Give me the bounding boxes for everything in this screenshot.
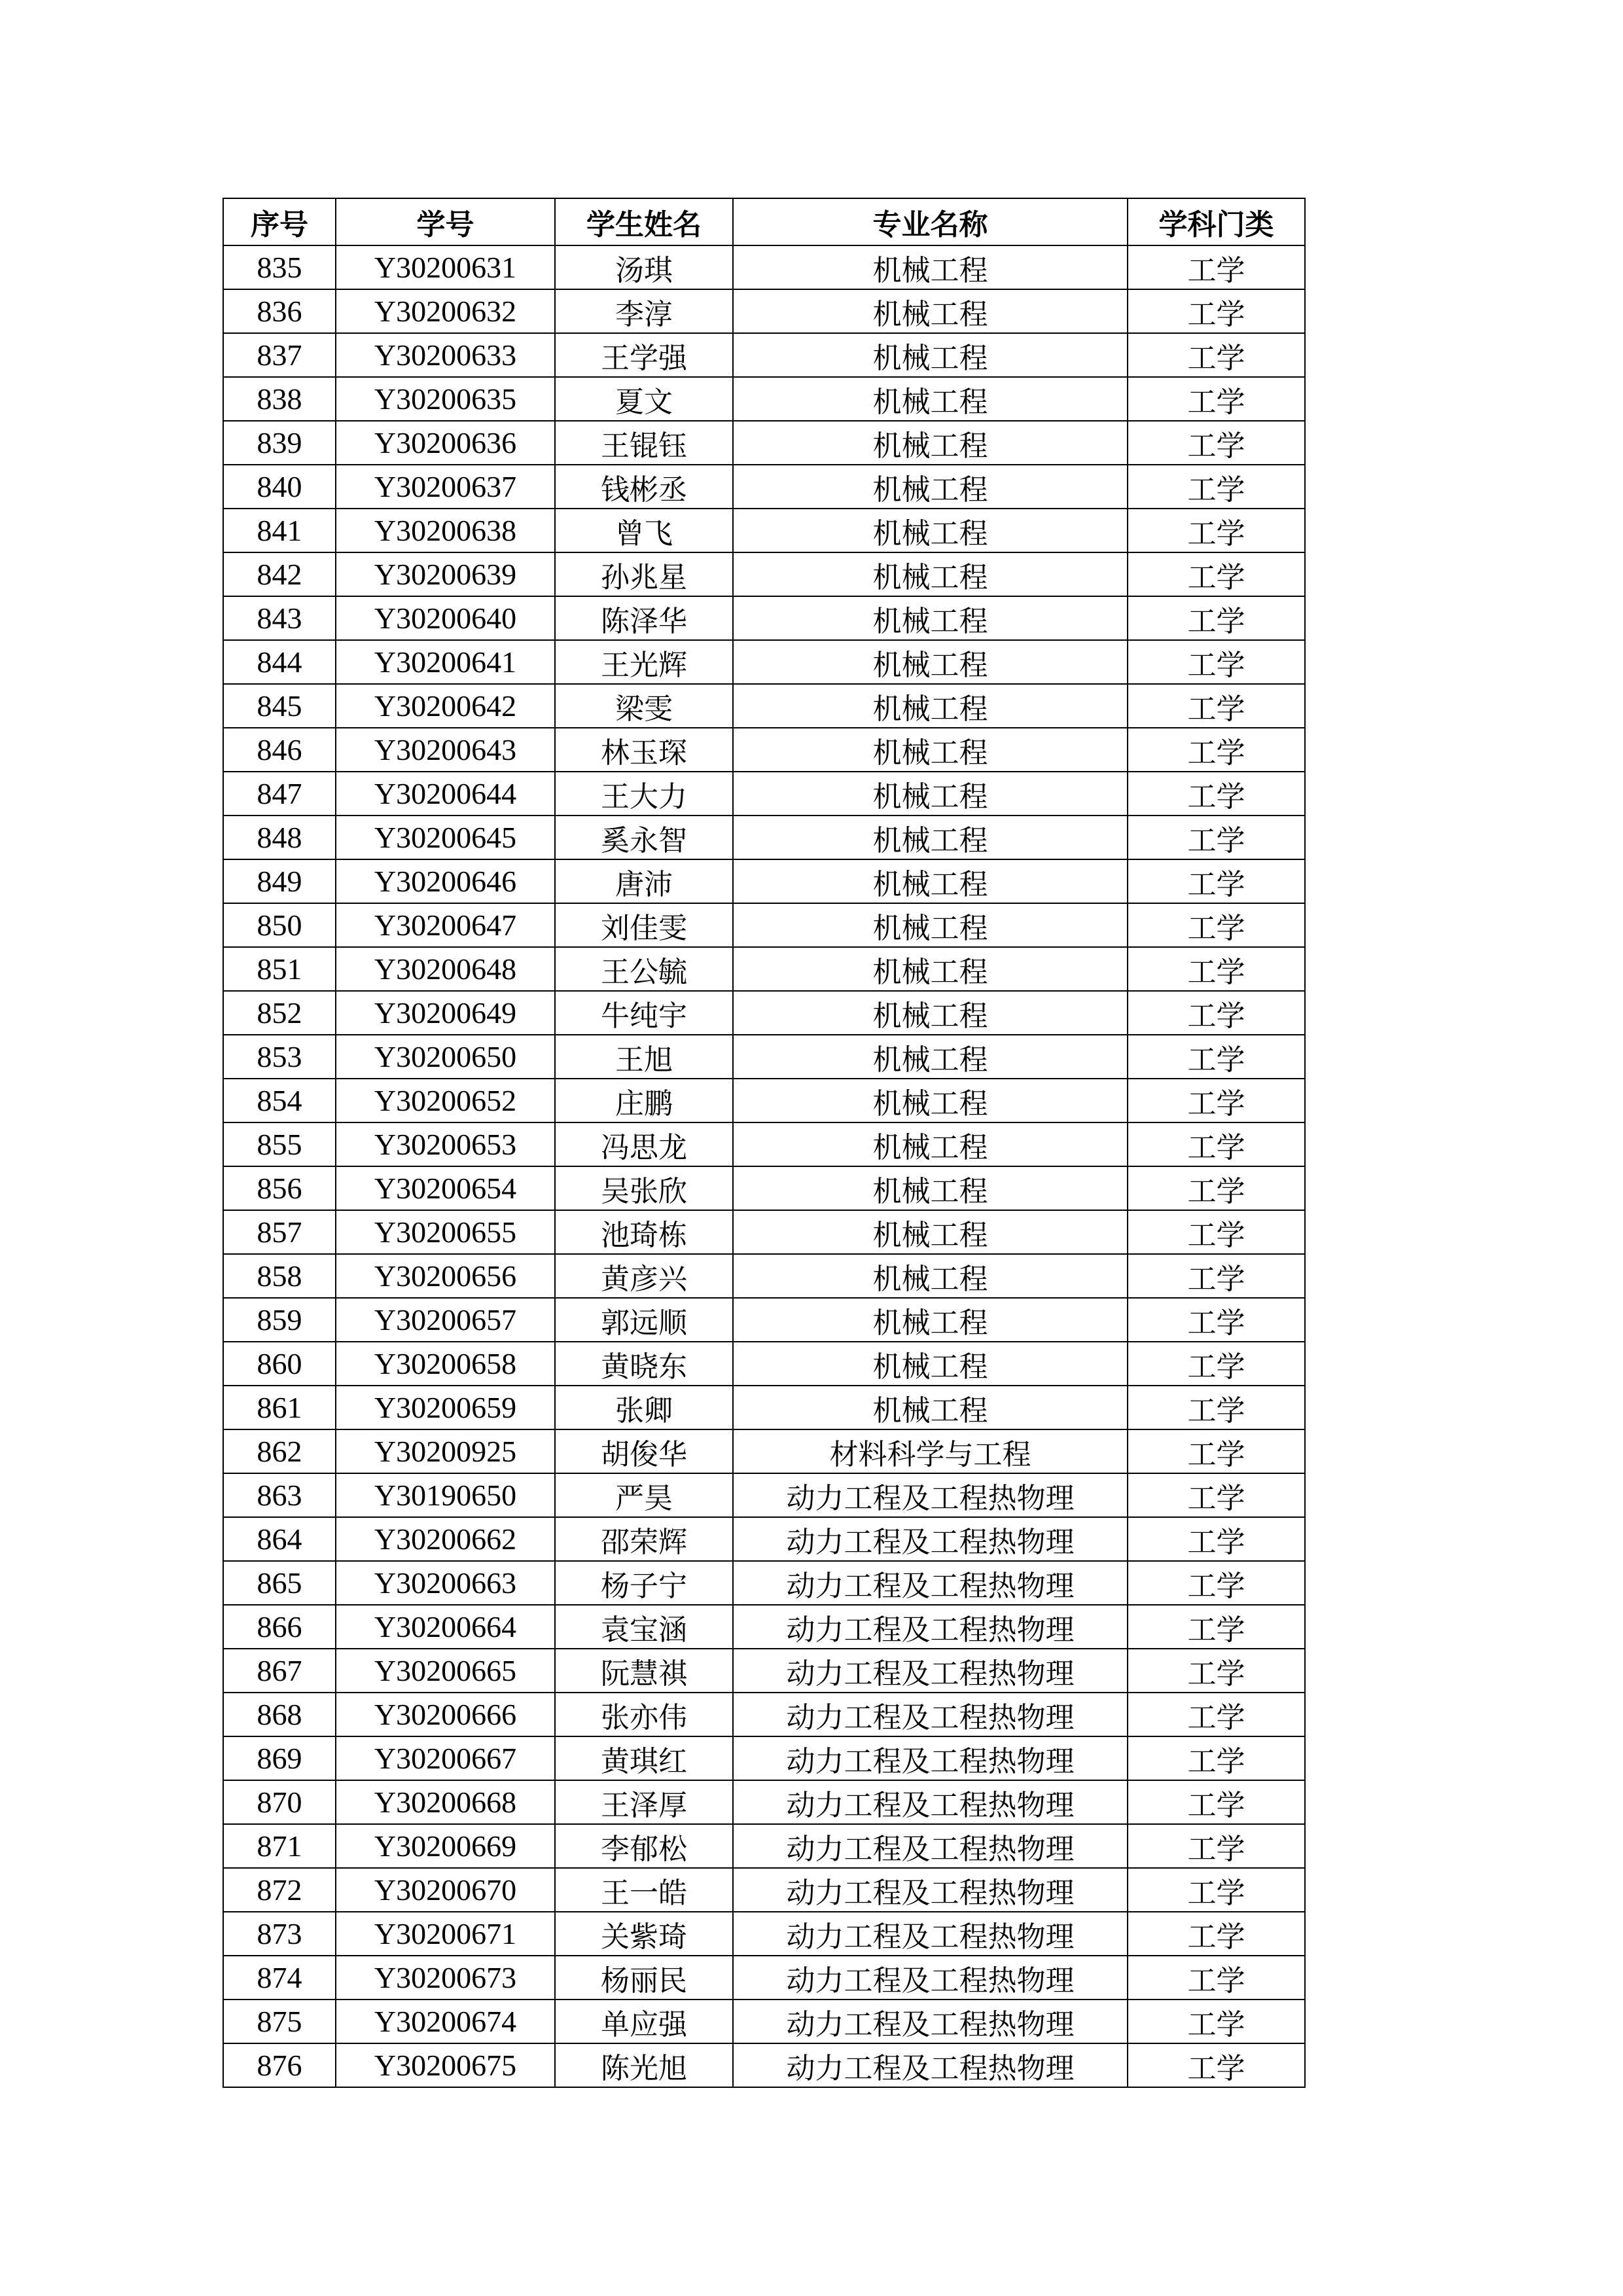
- cell-serial-number: 849: [223, 859, 336, 903]
- cell-major-name: 机械工程: [733, 903, 1128, 947]
- cell-student-name: 刘佳雯: [555, 903, 733, 947]
- cell-student-name: 孙兆星: [555, 552, 733, 596]
- cell-student-name: 钱彬丞: [555, 465, 733, 509]
- cell-major-name: 机械工程: [733, 991, 1128, 1035]
- cell-major-name: 机械工程: [733, 1166, 1128, 1210]
- cell-major-name: 机械工程: [733, 1254, 1128, 1298]
- cell-serial-number: 836: [223, 289, 336, 333]
- cell-student-id: Y30200664: [336, 1605, 555, 1649]
- cell-serial-number: 866: [223, 1605, 336, 1649]
- cell-discipline-category: 工学: [1128, 947, 1305, 991]
- table-row: [223, 859, 1305, 903]
- cell-student-name: 吴张欣: [555, 1166, 733, 1210]
- cell-discipline-category: 工学: [1128, 1605, 1305, 1649]
- cell-student-id: Y30190650: [336, 1473, 555, 1517]
- cell-discipline-category: 工学: [1128, 289, 1305, 333]
- cell-student-name: 邵荣辉: [555, 1517, 733, 1561]
- cell-student-name: 林玉琛: [555, 728, 733, 772]
- cell-discipline-category: 工学: [1128, 421, 1305, 465]
- cell-student-id: Y30200669: [336, 1824, 555, 1868]
- cell-student-name: 胡俊华: [555, 1429, 733, 1473]
- cell-serial-number: 871: [223, 1824, 336, 1868]
- table-row: [223, 552, 1305, 596]
- header-discipline-category: 学科门类: [1128, 198, 1305, 245]
- cell-major-name: 动力工程及工程热物理: [733, 1605, 1128, 1649]
- cell-student-id: Y30200666: [336, 1693, 555, 1736]
- cell-serial-number: 876: [223, 2043, 336, 2087]
- cell-discipline-category: 工学: [1128, 640, 1305, 684]
- cell-discipline-category: 工学: [1128, 245, 1305, 289]
- cell-student-name: 阮慧祺: [555, 1649, 733, 1693]
- cell-major-name: 动力工程及工程热物理: [733, 1693, 1128, 1736]
- cell-student-id: Y30200632: [336, 289, 555, 333]
- cell-discipline-category: 工学: [1128, 509, 1305, 552]
- table-row: [223, 377, 1305, 421]
- cell-serial-number: 872: [223, 1868, 336, 1912]
- cell-discipline-category: 工学: [1128, 1693, 1305, 1736]
- table-row: [223, 1605, 1305, 1649]
- cell-student-id: Y30200640: [336, 596, 555, 640]
- table-row: [223, 1429, 1305, 1473]
- table-row: [223, 1386, 1305, 1429]
- cell-student-name: 池琦栋: [555, 1210, 733, 1254]
- cell-student-id: Y30200663: [336, 1561, 555, 1605]
- cell-student-name: 王泽厚: [555, 1780, 733, 1824]
- table-row: [223, 1079, 1305, 1122]
- cell-discipline-category: 工学: [1128, 2043, 1305, 2087]
- cell-serial-number: 875: [223, 2000, 336, 2043]
- cell-serial-number: 853: [223, 1035, 336, 1079]
- cell-student-id: Y30200652: [336, 1079, 555, 1122]
- cell-student-id: Y30200645: [336, 816, 555, 859]
- cell-student-id: Y30200643: [336, 728, 555, 772]
- table-row: [223, 991, 1305, 1035]
- cell-serial-number: 841: [223, 509, 336, 552]
- cell-discipline-category: 工学: [1128, 1122, 1305, 1166]
- cell-student-id: Y30200638: [336, 509, 555, 552]
- cell-discipline-category: 工学: [1128, 1079, 1305, 1122]
- cell-student-name: 李郁松: [555, 1824, 733, 1868]
- cell-student-name: 王锟钰: [555, 421, 733, 465]
- cell-major-name: 动力工程及工程热物理: [733, 1649, 1128, 1693]
- cell-serial-number: 865: [223, 1561, 336, 1605]
- cell-student-id: Y30200637: [336, 465, 555, 509]
- table-row: [223, 1956, 1305, 2000]
- cell-serial-number: 862: [223, 1429, 336, 1473]
- cell-student-id: Y30200633: [336, 333, 555, 377]
- cell-serial-number: 856: [223, 1166, 336, 1210]
- cell-serial-number: 835: [223, 245, 336, 289]
- cell-discipline-category: 工学: [1128, 816, 1305, 859]
- cell-discipline-category: 工学: [1128, 1035, 1305, 1079]
- table-row: [223, 903, 1305, 947]
- cell-student-id: Y30200653: [336, 1122, 555, 1166]
- table-row: [223, 728, 1305, 772]
- table-row: [223, 1122, 1305, 1166]
- header-major-name: 专业名称: [733, 198, 1128, 245]
- cell-major-name: 机械工程: [733, 772, 1128, 816]
- cell-discipline-category: 工学: [1128, 1956, 1305, 2000]
- table-row: [223, 816, 1305, 859]
- cell-major-name: 机械工程: [733, 1122, 1128, 1166]
- table-row: [223, 509, 1305, 552]
- cell-student-id: Y30200665: [336, 1649, 555, 1693]
- cell-major-name: 动力工程及工程热物理: [733, 1736, 1128, 1780]
- cell-serial-number: 850: [223, 903, 336, 947]
- cell-serial-number: 858: [223, 1254, 336, 1298]
- cell-major-name: 机械工程: [733, 684, 1128, 728]
- cell-student-name: 王公毓: [555, 947, 733, 991]
- cell-serial-number: 847: [223, 772, 336, 816]
- cell-student-name: 严昊: [555, 1473, 733, 1517]
- cell-student-id: Y30200659: [336, 1386, 555, 1429]
- cell-major-name: 机械工程: [733, 552, 1128, 596]
- cell-serial-number: 869: [223, 1736, 336, 1780]
- cell-major-name: 机械工程: [733, 728, 1128, 772]
- cell-major-name: 动力工程及工程热物理: [733, 1561, 1128, 1605]
- cell-student-name: 郭远顺: [555, 1298, 733, 1342]
- cell-serial-number: 861: [223, 1386, 336, 1429]
- table-row: [223, 1912, 1305, 1956]
- cell-student-id: Y30200667: [336, 1736, 555, 1780]
- cell-serial-number: 873: [223, 1912, 336, 1956]
- cell-major-name: 机械工程: [733, 333, 1128, 377]
- cell-major-name: 机械工程: [733, 509, 1128, 552]
- cell-serial-number: 860: [223, 1342, 336, 1386]
- cell-discipline-category: 工学: [1128, 377, 1305, 421]
- cell-major-name: 机械工程: [733, 1342, 1128, 1386]
- cell-major-name: 机械工程: [733, 1035, 1128, 1079]
- cell-student-name: 王学强: [555, 333, 733, 377]
- cell-student-id: Y30200649: [336, 991, 555, 1035]
- cell-serial-number: 837: [223, 333, 336, 377]
- cell-discipline-category: 工学: [1128, 772, 1305, 816]
- cell-discipline-category: 工学: [1128, 684, 1305, 728]
- cell-serial-number: 863: [223, 1473, 336, 1517]
- cell-student-name: 王旭: [555, 1035, 733, 1079]
- cell-major-name: 动力工程及工程热物理: [733, 2000, 1128, 2043]
- cell-serial-number: 868: [223, 1693, 336, 1736]
- cell-serial-number: 855: [223, 1122, 336, 1166]
- cell-student-id: Y30200657: [336, 1298, 555, 1342]
- table-header-row: [223, 198, 1305, 245]
- cell-student-name: 唐沛: [555, 859, 733, 903]
- table-row: [223, 1517, 1305, 1561]
- cell-serial-number: 854: [223, 1079, 336, 1122]
- table-row: [223, 947, 1305, 991]
- cell-major-name: 材料科学与工程: [733, 1429, 1128, 1473]
- cell-major-name: 动力工程及工程热物理: [733, 1473, 1128, 1517]
- cell-major-name: 动力工程及工程热物理: [733, 1868, 1128, 1912]
- table-row: [223, 1868, 1305, 1912]
- cell-discipline-category: 工学: [1128, 2000, 1305, 2043]
- table-row: [223, 1342, 1305, 1386]
- header-student-name: 学生姓名: [555, 198, 733, 245]
- cell-major-name: 机械工程: [733, 289, 1128, 333]
- cell-student-name: 梁雯: [555, 684, 733, 728]
- cell-discipline-category: 工学: [1128, 1912, 1305, 1956]
- cell-serial-number: 870: [223, 1780, 336, 1824]
- cell-student-id: Y30200662: [336, 1517, 555, 1561]
- table-row: [223, 2043, 1305, 2087]
- cell-discipline-category: 工学: [1128, 991, 1305, 1035]
- table-row: [223, 640, 1305, 684]
- cell-student-name: 关紫琦: [555, 1912, 733, 1956]
- cell-discipline-category: 工学: [1128, 552, 1305, 596]
- table-row: [223, 1649, 1305, 1693]
- table-body: [223, 245, 1305, 2087]
- cell-student-id: Y30200647: [336, 903, 555, 947]
- cell-serial-number: 838: [223, 377, 336, 421]
- cell-student-id: Y30200673: [336, 1956, 555, 2000]
- cell-serial-number: 859: [223, 1298, 336, 1342]
- cell-major-name: 动力工程及工程热物理: [733, 2043, 1128, 2087]
- cell-discipline-category: 工学: [1128, 1780, 1305, 1824]
- cell-serial-number: 846: [223, 728, 336, 772]
- cell-student-name: 张亦伟: [555, 1693, 733, 1736]
- table-row: [223, 1210, 1305, 1254]
- table-row: [223, 1298, 1305, 1342]
- cell-student-name: 王一皓: [555, 1868, 733, 1912]
- cell-discipline-category: 工学: [1128, 1342, 1305, 1386]
- cell-student-name: 黄琪红: [555, 1736, 733, 1780]
- cell-major-name: 动力工程及工程热物理: [733, 1956, 1128, 2000]
- cell-major-name: 机械工程: [733, 859, 1128, 903]
- cell-student-id: Y30200668: [336, 1780, 555, 1824]
- cell-student-id: Y30200655: [336, 1210, 555, 1254]
- cell-discipline-category: 工学: [1128, 1166, 1305, 1210]
- cell-discipline-category: 工学: [1128, 1868, 1305, 1912]
- cell-major-name: 机械工程: [733, 377, 1128, 421]
- cell-discipline-category: 工学: [1128, 465, 1305, 509]
- cell-discipline-category: 工学: [1128, 1386, 1305, 1429]
- table-row: [223, 1035, 1305, 1079]
- cell-student-name: 夏文: [555, 377, 733, 421]
- cell-student-id: Y30200646: [336, 859, 555, 903]
- cell-major-name: 机械工程: [733, 421, 1128, 465]
- cell-serial-number: 864: [223, 1517, 336, 1561]
- cell-major-name: 机械工程: [733, 640, 1128, 684]
- table-row: [223, 465, 1305, 509]
- cell-student-id: Y30200639: [336, 552, 555, 596]
- cell-student-name: 杨丽民: [555, 1956, 733, 2000]
- table-row: [223, 596, 1305, 640]
- table-row: [223, 1824, 1305, 1868]
- cell-serial-number: 851: [223, 947, 336, 991]
- cell-discipline-category: 工学: [1128, 1429, 1305, 1473]
- header-student-id: 学号: [336, 198, 555, 245]
- cell-serial-number: 845: [223, 684, 336, 728]
- cell-student-id: Y30200636: [336, 421, 555, 465]
- cell-serial-number: 852: [223, 991, 336, 1035]
- table-row: [223, 421, 1305, 465]
- table-row: [223, 1473, 1305, 1517]
- cell-major-name: 动力工程及工程热物理: [733, 1824, 1128, 1868]
- cell-serial-number: 840: [223, 465, 336, 509]
- cell-major-name: 机械工程: [733, 596, 1128, 640]
- table-row: [223, 1254, 1305, 1298]
- cell-student-name: 曾飞: [555, 509, 733, 552]
- cell-major-name: 机械工程: [733, 816, 1128, 859]
- cell-student-name: 牛纯宇: [555, 991, 733, 1035]
- cell-discipline-category: 工学: [1128, 1824, 1305, 1868]
- cell-serial-number: 848: [223, 816, 336, 859]
- cell-student-name: 王大力: [555, 772, 733, 816]
- cell-serial-number: 843: [223, 596, 336, 640]
- cell-major-name: 动力工程及工程热物理: [733, 1780, 1128, 1824]
- cell-student-id: Y30200674: [336, 2000, 555, 2043]
- cell-serial-number: 839: [223, 421, 336, 465]
- cell-student-name: 李淳: [555, 289, 733, 333]
- table-row: [223, 333, 1305, 377]
- cell-discipline-category: 工学: [1128, 859, 1305, 903]
- cell-serial-number: 857: [223, 1210, 336, 1254]
- cell-discipline-category: 工学: [1128, 1561, 1305, 1605]
- cell-serial-number: 844: [223, 640, 336, 684]
- table-row: [223, 1693, 1305, 1736]
- cell-major-name: 机械工程: [733, 1210, 1128, 1254]
- cell-student-name: 张卿: [555, 1386, 733, 1429]
- student-list-table: [223, 198, 1306, 2088]
- cell-major-name: 机械工程: [733, 1386, 1128, 1429]
- cell-student-id: Y30200648: [336, 947, 555, 991]
- cell-student-id: Y30200671: [336, 1912, 555, 1956]
- cell-major-name: 机械工程: [733, 947, 1128, 991]
- table-row: [223, 772, 1305, 816]
- cell-discipline-category: 工学: [1128, 1298, 1305, 1342]
- table-row: [223, 1736, 1305, 1780]
- cell-student-id: Y30200631: [336, 245, 555, 289]
- cell-student-name: 陈泽华: [555, 596, 733, 640]
- cell-major-name: 机械工程: [733, 1298, 1128, 1342]
- cell-discipline-category: 工学: [1128, 1473, 1305, 1517]
- table-row: [223, 684, 1305, 728]
- cell-student-name: 冯思龙: [555, 1122, 733, 1166]
- cell-discipline-category: 工学: [1128, 728, 1305, 772]
- cell-student-name: 王光辉: [555, 640, 733, 684]
- cell-student-id: Y30200658: [336, 1342, 555, 1386]
- cell-major-name: 机械工程: [733, 465, 1128, 509]
- cell-student-id: Y30200656: [336, 1254, 555, 1298]
- cell-major-name: 动力工程及工程热物理: [733, 1517, 1128, 1561]
- cell-student-id: Y30200644: [336, 772, 555, 816]
- cell-student-id: Y30200635: [336, 377, 555, 421]
- table-row: [223, 1780, 1305, 1824]
- cell-discipline-category: 工学: [1128, 333, 1305, 377]
- cell-discipline-category: 工学: [1128, 596, 1305, 640]
- cell-student-name: 汤琪: [555, 245, 733, 289]
- cell-student-id: Y30200650: [336, 1035, 555, 1079]
- table-row: [223, 289, 1305, 333]
- cell-student-name: 黄彦兴: [555, 1254, 733, 1298]
- cell-student-name: 庄鹏: [555, 1079, 733, 1122]
- cell-student-id: Y30200925: [336, 1429, 555, 1473]
- cell-serial-number: 842: [223, 552, 336, 596]
- table-row: [223, 1561, 1305, 1605]
- cell-major-name: 动力工程及工程热物理: [733, 1912, 1128, 1956]
- cell-student-id: Y30200654: [336, 1166, 555, 1210]
- cell-student-name: 杨子宁: [555, 1561, 733, 1605]
- table-row: [223, 2000, 1305, 2043]
- cell-student-id: Y30200642: [336, 684, 555, 728]
- cell-major-name: 机械工程: [733, 1079, 1128, 1122]
- cell-discipline-category: 工学: [1128, 1649, 1305, 1693]
- cell-student-name: 奚永智: [555, 816, 733, 859]
- cell-major-name: 机械工程: [733, 245, 1128, 289]
- cell-student-name: 黄晓东: [555, 1342, 733, 1386]
- cell-student-name: 陈光旭: [555, 2043, 733, 2087]
- header-serial-number: 序号: [223, 198, 336, 245]
- cell-discipline-category: 工学: [1128, 1210, 1305, 1254]
- cell-discipline-category: 工学: [1128, 1254, 1305, 1298]
- cell-student-id: Y30200670: [336, 1868, 555, 1912]
- cell-student-name: 单应强: [555, 2000, 733, 2043]
- cell-discipline-category: 工学: [1128, 903, 1305, 947]
- cell-discipline-category: 工学: [1128, 1517, 1305, 1561]
- cell-serial-number: 867: [223, 1649, 336, 1693]
- cell-discipline-category: 工学: [1128, 1736, 1305, 1780]
- cell-student-name: 袁宝涵: [555, 1605, 733, 1649]
- table-row: [223, 1166, 1305, 1210]
- table-row: [223, 245, 1305, 289]
- cell-student-id: Y30200675: [336, 2043, 555, 2087]
- cell-student-id: Y30200641: [336, 640, 555, 684]
- cell-serial-number: 874: [223, 1956, 336, 2000]
